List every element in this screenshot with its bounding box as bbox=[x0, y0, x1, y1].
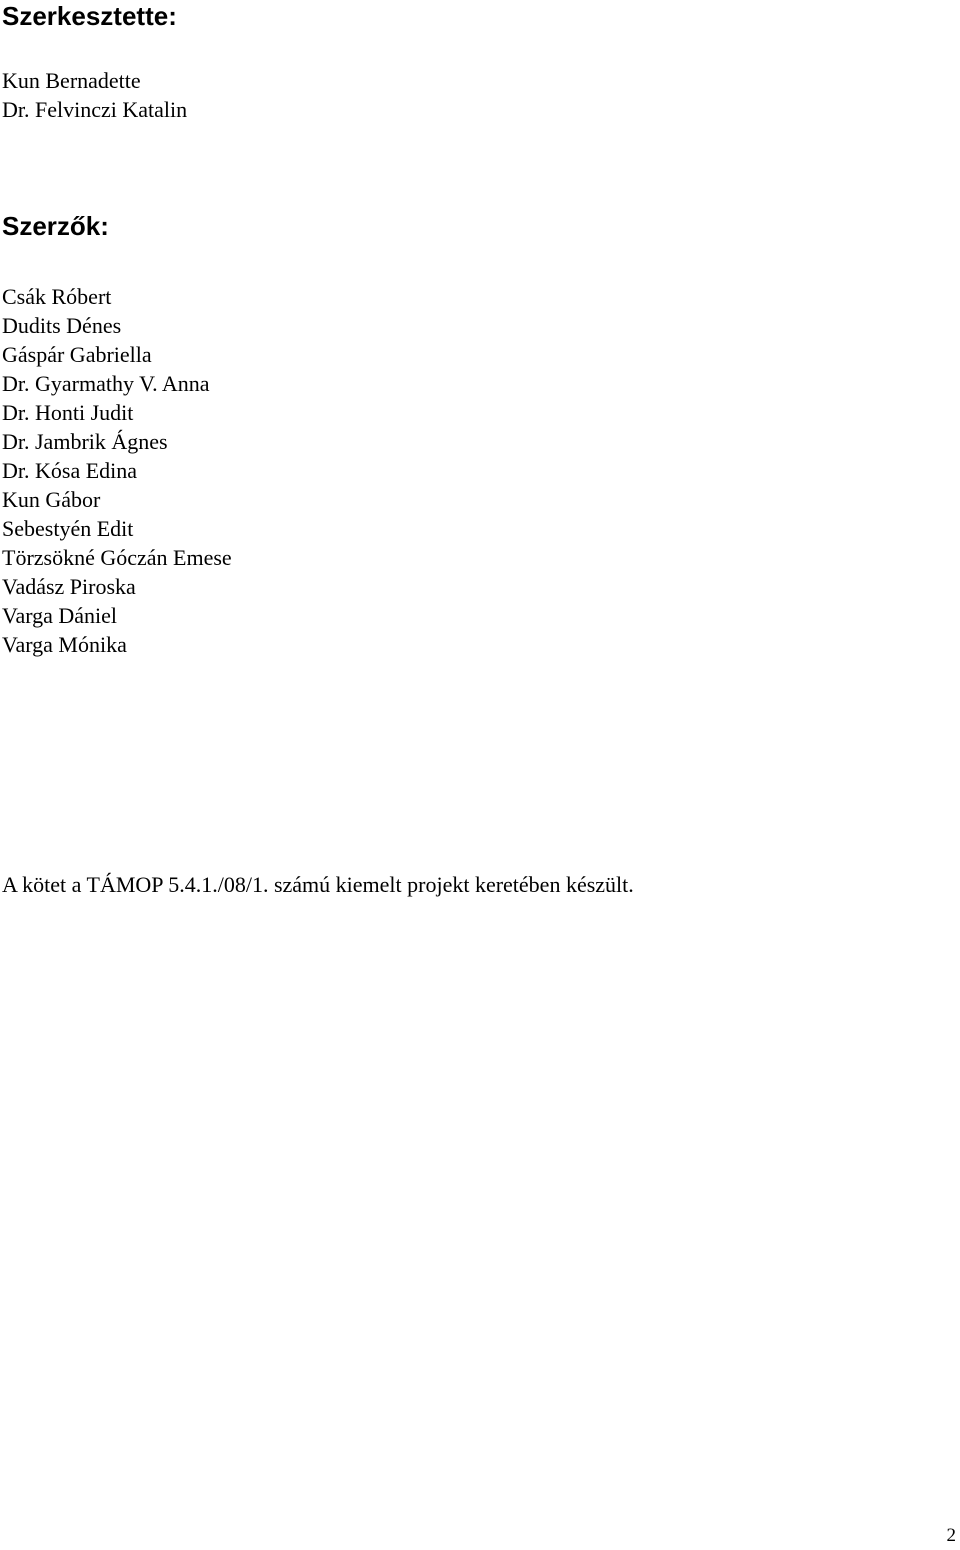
editors-heading: Szerkesztette: bbox=[2, 1, 177, 31]
author-name: Sebestyén Edit bbox=[2, 516, 134, 541]
author-name: Dr. Jambrik Ágnes bbox=[2, 429, 168, 454]
author-name: Dudits Dénes bbox=[2, 313, 122, 338]
author-name: Dr. Kósa Edina bbox=[2, 458, 138, 483]
editor-name: Kun Bernadette bbox=[2, 68, 141, 93]
author-name: Csák Róbert bbox=[2, 284, 112, 309]
editors-list bbox=[2, 66, 187, 124]
author-name: Dr. Gyarmathy V. Anna bbox=[2, 371, 210, 396]
author-name: Varga Mónika bbox=[2, 632, 127, 657]
authors-list bbox=[2, 282, 232, 659]
author-name: Kun Gábor bbox=[2, 487, 101, 512]
project-note: A kötet a TÁMOP 5.4.1./08/1. számú kiemelt projekt keretében készült. bbox=[2, 872, 634, 897]
page-number: 2 bbox=[946, 1525, 956, 1546]
author-name: Gáspár Gabriella bbox=[2, 342, 152, 367]
author-name: Dr. Honti Judit bbox=[2, 400, 134, 425]
editor-name: Dr. Felvinczi Katalin bbox=[2, 97, 188, 122]
authors-heading: Szerzők: bbox=[2, 211, 109, 241]
author-name: Varga Dániel bbox=[2, 603, 118, 628]
author-name: Törzsökné Góczán Emese bbox=[2, 545, 232, 570]
author-name: Vadász Piroska bbox=[2, 574, 136, 599]
